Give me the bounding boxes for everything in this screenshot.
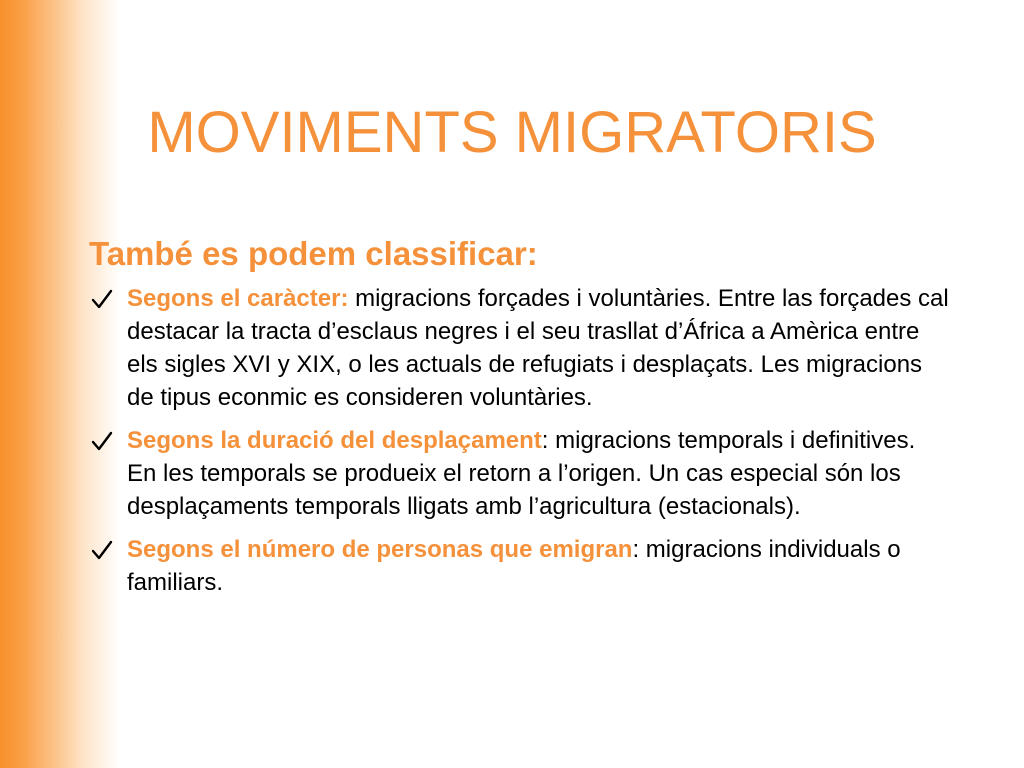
- bullet-highlight: Segons la duració del desplaçament: [127, 427, 542, 454]
- bullet-item: [89, 424, 949, 523]
- slide-subtitle: També es podem classificar:: [89, 235, 538, 272]
- bullet-list: [89, 282, 949, 599]
- checkmark-icon: [91, 533, 115, 566]
- bullet-text: migracions forçades i voluntàries. Entre las forçades cal destacar la tracta d’esclaus negres i el seu trasllat d’África a Amèrica entre els sigles XVI y XIX, o les actuals de refugiats i desplaçats. Les migracions de tipus econmic es consideren voluntàries.: [127, 285, 949, 411]
- bullet-highlight: Segons el número de personas que emigran: [127, 536, 633, 563]
- bullet-highlight: Segons el caràcter:: [127, 285, 349, 312]
- bullet-item: [89, 533, 949, 599]
- bullet-item: [89, 282, 949, 414]
- slide-title: MOVIMENTS MIGRATORIS: [147, 100, 877, 165]
- checkmark-icon: [91, 282, 115, 315]
- bullet-text: : migracions individuals o familiars.: [127, 536, 901, 596]
- checkmark-icon: [91, 424, 115, 457]
- slide-content: [89, 232, 949, 609]
- bullet-text: : migracions temporals i definitives. En les temporals se produeix el retorn a l’origen. Un cas especial són los desplaçaments temporals lligats amb l’agricultura (estacionals).: [127, 427, 916, 520]
